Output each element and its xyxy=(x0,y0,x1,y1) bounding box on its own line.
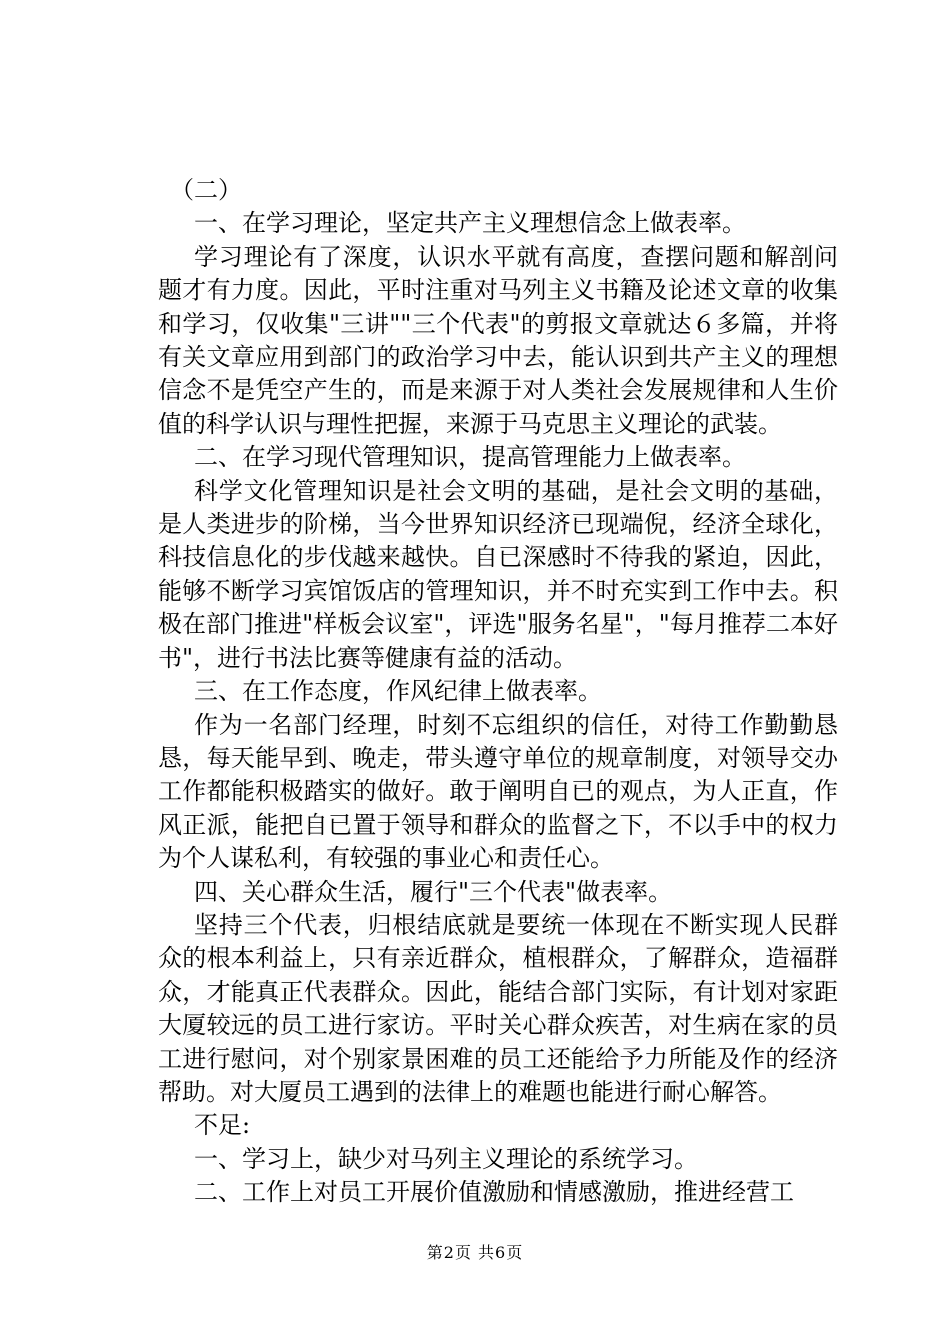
body-paragraph-3: 作为一名部门经理，时刻不忘组织的信任，对待工作勤勤恳恳，每天能早到、晚走，带头遵守单位的规章制度，对领导交办工作都能积极踏实的做好。敢于阐明自已的观点，为人正直，作风正派，能把自已置于领导和群众的监督之下，不以手中的权力为个人谋私利，有较强的事业心和责任心。 xyxy=(158,710,838,873)
section-heading: （二） xyxy=(170,176,242,204)
shortcoming-item-1: 一、学习上，缺少对马列主义理论的系统学习。 xyxy=(194,1144,698,1173)
body-paragraph-4: 坚持三个代表，归根结底就是要统一体现在不断实现人民群众的根本利益上，只有亲近群众，植根群众，了解群众，造福群众，才能真正代表群众。因此，能结合部门实际，有计划对家距大厦较远的员工进行家访。平时关心群众疾苦，对生病在家的员工进行慰问，对个别家景困难的员工还能给予力所能及作的经济帮助。对大厦员工遇到的法律上的难题也能进行耐心解答。 xyxy=(158,910,838,1106)
point-heading-3: 三、在工作态度，作风纪律上做表率。 xyxy=(194,677,602,706)
shortcoming-item-2: 二、工作上对员工开展价值激励和情感激励，推进经营工 xyxy=(194,1178,794,1207)
shortcomings-heading: 不足: xyxy=(194,1111,251,1140)
point-heading-1: 一、在学习理论，坚定共产主义理想信念上做表率。 xyxy=(194,209,746,238)
body-paragraph-1: 学习理论有了深度，认识水平就有高度，查摆问题和解剖问题才有力度。因此，平时注重对马列主义书籍及论述文章的收集和学习，仅收集"三讲""三个代表"的剪报文章就达６多篇，并将有关文章应用到部门的政治学习中去，能认识到共产主义的理想信念不是凭空产生的，而是来源于对人类社会发展规律和人生价值的科学认识与理性把握，来源于马克思主义理论的武装。 xyxy=(158,242,838,438)
point-heading-4: 四、关心群众生活，履行"三个代表"做表率。 xyxy=(194,877,673,906)
document-body xyxy=(158,174,838,1210)
point-heading-2: 二、在学习现代管理知识，提高管理能力上做表率。 xyxy=(194,443,746,472)
page-number-footer: 第2页 共6页 xyxy=(426,1243,524,1262)
body-paragraph-2: 科学文化管理知识是社会文明的基础，是社会文明的基础，是人类进步的阶梯，当今世界知识经济已现端倪，经济全球化，科技信息化的步伐越来越快。自已深感时不待我的紧迫，因此，能够不断学习宾馆饭店的管理知识，并不时充实到工作中去。积极在部门推进"样板会议室"，评选"服务名星"，"每月推荐二本好书"，进行书法比赛等健康有益的活动。 xyxy=(158,476,838,672)
